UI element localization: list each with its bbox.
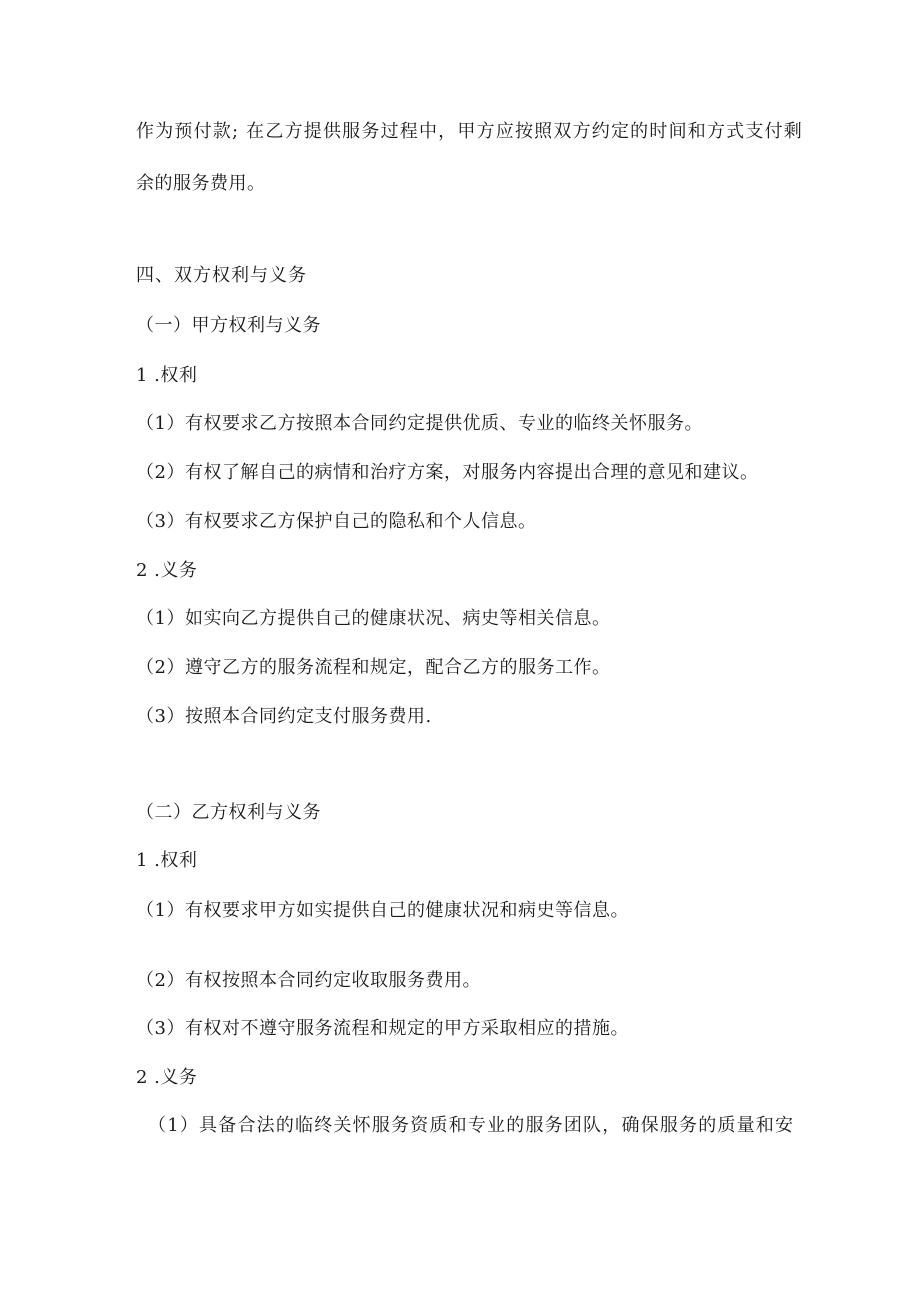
party-a-duty-3: （3）按照本合同约定支付服务费用. (136, 706, 432, 727)
party-b-right-1: （1）有权要求甲方如实提供自己的健康状况和病史等信息。 (136, 900, 629, 921)
intro-line-2: 余的服务费用。 (136, 173, 266, 194)
party-a-rights-title: 1 .权利 (136, 365, 198, 386)
party-a-title: （一）甲方权利与义务 (136, 315, 321, 336)
party-a-duties-title: 2 .义务 (136, 560, 198, 581)
party-b-title: （二）乙方权利与义务 (136, 802, 321, 823)
party-a-right-2: （2）有权了解自己的病情和治疗方案，对服务内容提出合理的意见和建议。 (136, 462, 759, 483)
party-a-right-3: （3）有权要求乙方保护自己的隐私和个人信息。 (136, 511, 537, 532)
party-b-right-2: （2）有权按照本合同约定收取服务费用。 (136, 970, 481, 991)
party-b-duties-title: 2 .义务 (136, 1067, 198, 1088)
party-b-duty-1: （1）具备合法的临终关怀服务资质和专业的服务团队，确保服务的质量和安 (148, 1115, 795, 1136)
party-a-duty-1: （1）如实向乙方提供自己的健康状况、病史等相关信息。 (136, 608, 611, 629)
section-title: 四、双方权利与义务 (136, 265, 307, 286)
intro-line-1: 作为预付款; 在乙方提供服务过程中，甲方应按照双方约定的时间和方式支付剩 (136, 121, 803, 142)
party-b-rights-title: 1 .权利 (136, 850, 198, 871)
party-b-right-3: （3）有权对不遵守服务流程和规定的甲方采取相应的措施。 (136, 1018, 629, 1039)
party-a-right-1: （1）有权要求乙方按照本合同约定提供优质、专业的临终关怀服务。 (136, 413, 703, 434)
party-a-duty-2: （2）遵守乙方的服务流程和规定，配合乙方的服务工作。 (136, 657, 611, 678)
